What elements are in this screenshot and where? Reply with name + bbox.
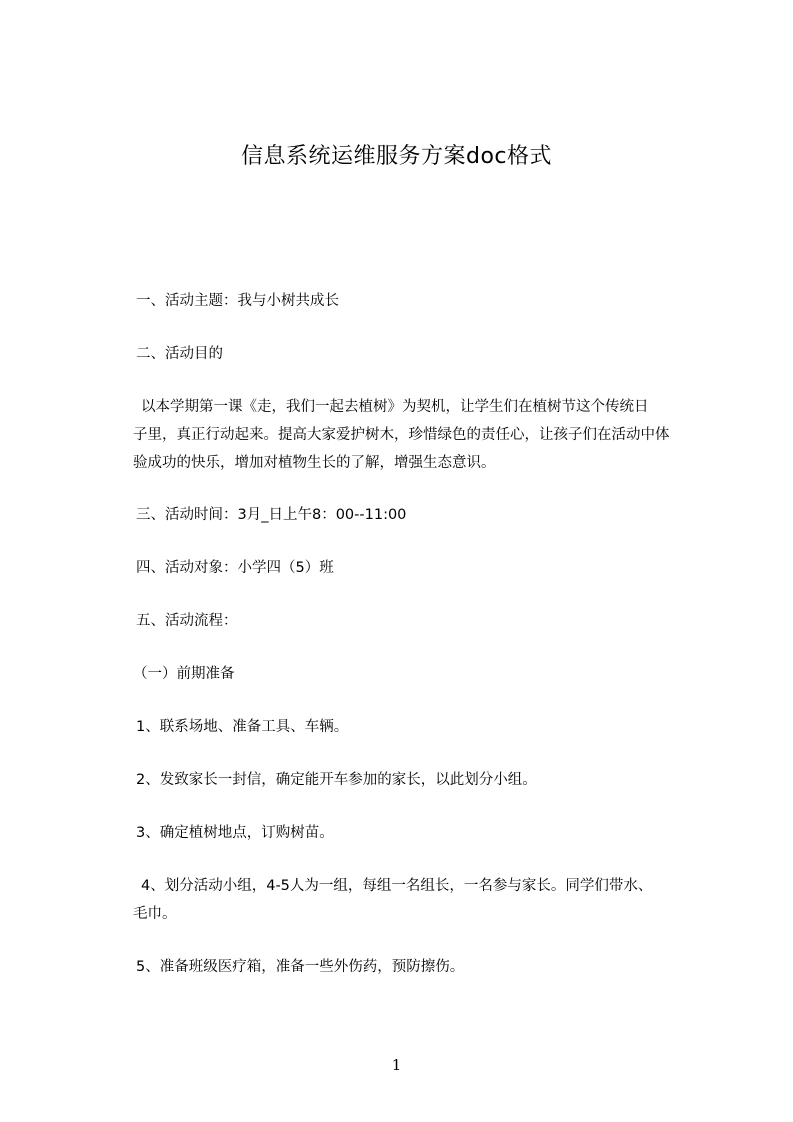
list-item-3: 3、确定植树地点，订购树苗。 [136, 825, 334, 841]
list-item-1: 1、联系场地、准备工具、车辆。 [136, 719, 349, 735]
list-item-4-line-1: 4、划分活动小组，4-5人为一组，每组一名组长，一名参与家长。同学们带水、 [141, 878, 653, 894]
document-title: 信息系统运维服务方案doc格式 [240, 144, 553, 169]
paragraph-activity-process-heading: 五、活动流程： [136, 613, 238, 629]
paragraph-activity-theme: 一、活动主题：我与小树共成长 [136, 293, 339, 309]
paragraph-activity-purpose-line-1: 以本学期第一课《走，我们一起去植树》为契机，让学生们在植树节这个传统日 [141, 399, 649, 415]
list-item-2: 2、发致家长一封信，确定能开车参加的家长，以此划分小组。 [136, 772, 537, 788]
paragraph-preparation-heading: （一）前期准备 [133, 666, 235, 682]
list-item-5: 5、准备班级医疗箱，准备一些外伤药，预防擦伤。 [136, 959, 465, 975]
list-item-4-line-2: 毛巾。 [133, 906, 177, 922]
paragraph-activity-purpose-line-3: 验成功的快乐，增加对植物生长的了解，增强生态意识。 [133, 455, 496, 471]
paragraph-activity-purpose-heading: 二、活动目的 [136, 346, 223, 362]
page-number: 1 [391, 1056, 402, 1074]
paragraph-activity-time: 三、活动时间：3月_日上午8：00--11:00 [136, 507, 407, 523]
paragraph-activity-purpose-line-2: 子里，真正行动起来。提高大家爱护树木，珍惜绿色的责任心，让孩子们在活动中体 [133, 427, 670, 443]
paragraph-activity-target: 四、活动对象：小学四（5）班 [136, 560, 334, 576]
